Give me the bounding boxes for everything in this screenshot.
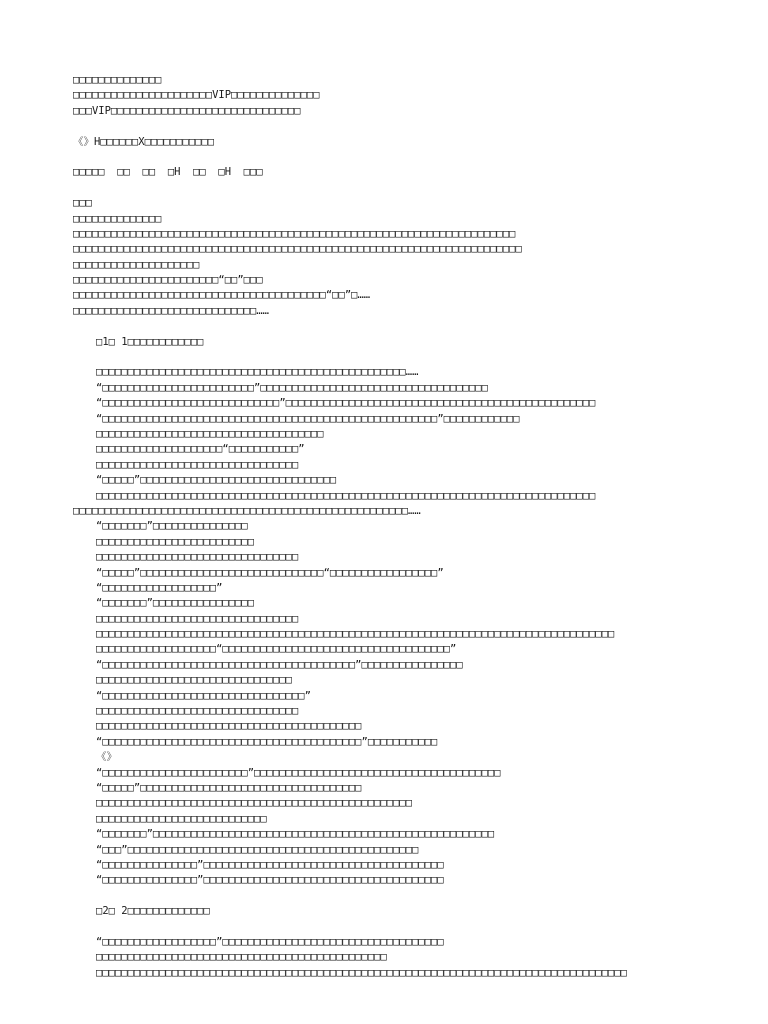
text-line: □□□□□□□□□□□□□□□□□□□□□□□“□□”□□□: [73, 274, 263, 287]
text-line: “□□□□□□□”□□□□□□□□□□□□□□□□: [96, 597, 255, 610]
text-line: “□□□□□□□□□□□□□□□”□□□□□□□□□□□□□□□□□□□□□□□□□□□□□□□□□□□□□□: [96, 874, 444, 887]
spacer: [73, 350, 713, 365]
text-line: □□□□□□□□□□□□□□□□□□□□□□□□□□□□□□□□□□□□□□□□□□: [96, 720, 362, 733]
text-line: □□□□□□□□□□□□□□□□□□□□□□□□□□□□□□□□□□□□□□□□□□□□□□□□□□□□□……: [73, 504, 421, 517]
header-line: □□□VIP□□□□□□□□□□□□□□□□□□□□□□□□□□□□□□: [73, 104, 301, 117]
text-line: “□□□□□”□□□□□□□□□□□□□□□□□□□□□□□□□□□□□□□: [96, 474, 337, 487]
header-line: □□□□□□□□□□□□□□□□□□□□□□VIP□□□□□□□□□□□□□□: [73, 89, 320, 102]
text-line: “□□□□□□□□□□□□□□□□□□”□□□□□□□□□□□□□□□□□□□□□□□□□□□□□□□□□□□: [96, 935, 444, 948]
text-line: □□□□□□□□□□□□□□□□□□□□□□□□□□□□□□□□: [96, 551, 299, 564]
text-line: □□□□□□□□□□□□□□□□□□□□□□□□□□□□□……: [73, 304, 269, 317]
text-line: □□□□□□□□□□□□□□□□□□□“□□□□□□□□□□□□□□□□□□□□□□□□□□□□□□□□□□□□”: [96, 643, 457, 656]
chapter-heading: □2□ 2□□□□□□□□□□□□□: [96, 905, 210, 918]
spacer: [73, 181, 713, 196]
text-line: □□□□□□□□□□□□□□□□□□□□□□□□□□□□□□□□□□□□□□□□□□□□□□□□□□□□□□□□□□□□□□□□□□□□□□□□□□□□□□□□□□: [96, 628, 615, 641]
text-line: □□□□□□□□□□□□□□: [73, 212, 162, 225]
text-line: “□□□□□□□□□□□□□□□□□□□□□□□□”□□□□□□□□□□□□□□□□□□□□□□□□□□□□□□□□□□□□: [96, 381, 488, 394]
intro-text: [73, 212, 713, 320]
text-line: □□□□□□□□□□□□□□□□□□□□□□□□□□□□□□□□: [96, 705, 299, 718]
document-page: [73, 73, 713, 981]
text-line: □□□□□□□□□□□□□□□□□□□□: [73, 258, 200, 271]
header-line: □□□□□□□□□□□□□□: [73, 74, 162, 86]
text-line: “□□□□□□□□□□□□□□□”□□□□□□□□□□□□□□□□□□□□□□□□□□□□□□□□□□□□□□: [96, 858, 444, 871]
text-line: “□□□□□□□□□□□□□□□□□□□□□□□□□□□□□□□□□□□□□□□□”□□□□□□□□□□□□□□□□: [96, 658, 463, 671]
text-line: “□□□□□□□□□□□□□□□□□□”: [96, 581, 223, 594]
book-meta: □□□□□ □□ □□ □H □□ □H □□□: [73, 166, 263, 179]
chapter-body: [73, 365, 713, 888]
text-line: □□□□□□□□□□□□□□□□□□□□□□□□□□□□□□□□□□□□: [96, 427, 324, 440]
text-line: □□□□□□□□□□□□□□□□□□□□□□□□□□□□□□□□□□□□□□□□□□□□□□□□□□□□□□□□□□□□□□□□□□□□□□: [73, 227, 516, 240]
text-line: □□□□□□□□□□□□□□□□□□□□□□□□□□□□□□□□□□□□□□□□□□□□□□□□□□: [96, 797, 413, 810]
text-line: 《》: [96, 751, 117, 764]
spacer: [73, 319, 713, 334]
chapter-heading: □1□ 1□□□□□□□□□□□□: [96, 335, 204, 348]
text-line: “□□□□□”□□□□□□□□□□□□□□□□□□□□□□□□□□□□□□□□□□□: [96, 781, 362, 794]
spacer: [73, 119, 713, 134]
text-line: “□□□□□□□□□□□□□□□□□□□□□□□”□□□□□□□□□□□□□□□□□□□□□□□□□□□□□□□□□□□□□□□: [96, 766, 501, 779]
text-line: “□□□□□□□□□□□□□□□□□□□□□□□□□□□□□□□□□□□□□□□□□□□□□□□□□□□□□”□□□□□□□□□□□□: [96, 412, 520, 425]
text-line: “□□□□□□□”□□□□□□□□□□□□□□□□□□□□□□□□□□□□□□□□□□□□□□□□□□□□□□□□□□□□□□: [96, 828, 495, 841]
text-line: □□□□□□□□□□□□□□□□□□□□□□□□□□□□□□□: [96, 674, 292, 687]
intro-label: □□□: [73, 197, 92, 210]
spacer: [73, 889, 713, 904]
text-line: □□□□□□□□□□□□□□□□□□□□□□□□□□□□□□□□□□□□□□□□“□□”□……: [73, 289, 371, 302]
text-line: □□□□□□□□□□□□□□□□□□□□□□□□□□□□□□□□: [96, 458, 299, 471]
text-line: “□□□□□□□□□□□□□□□□□□□□□□□□□□□□□□□□□□□□□□□□□”□□□□□□□□□□□: [96, 735, 438, 748]
text-line: □□□□□□□□□□□□□□□□□□□□□□□□□□□: [96, 812, 267, 825]
text-line: □□□□□□□□□□□□□□□□□□□□□□□□□□□□□□□□□□□□□□□□□□□□□□□□□□□□□□□□□□□□□□□□□□□□□□□□□□□□□□□□□□□□: [96, 966, 628, 979]
chapter-body: [73, 935, 713, 981]
text-line: “□□□”□□□□□□□□□□□□□□□□□□□□□□□□□□□□□□□□□□□□□□□□□□□□□□: [96, 843, 419, 856]
spacer: [73, 919, 713, 934]
text-line: □□□□□□□□□□□□□□□□□□□□□□□□□□□□□□□□□□□□□□□□□□□□□□: [96, 951, 387, 964]
text-line: “□□□□□□□□□□□□□□□□□□□□□□□□□□□□□□□□”: [96, 689, 311, 702]
text-line: □□□□□□□□□□□□□□□□□□□□□□□□□: [96, 535, 255, 548]
text-line: □□□□□□□□□□□□□□□□□□□□□□□□□□□□□□□□: [96, 612, 299, 625]
text-line: “□□□□□”□□□□□□□□□□□□□□□□□□□□□□□□□□□□□“□□□□□□□□□□□□□□□□□”: [96, 566, 444, 579]
text-line: “□□□□□□□□□□□□□□□□□□□□□□□□□□□□”□□□□□□□□□□□□□□□□□□□□□□□□□□□□□□□□□□□□□□□□□□□□□□□□□: [96, 397, 596, 410]
text-line: “□□□□□□□”□□□□□□□□□□□□□□□: [96, 520, 248, 533]
text-line: □□□□□□□□□□□□□□□□□□□□“□□□□□□□□□□□”: [96, 443, 305, 456]
text-line: □□□□□□□□□□□□□□□□□□□□□□□□□□□□□□□□□□□□□□□□□□□□□□□□□□□□□□□□□□□□□□□□□□□□□□□□□□□□□□□: [96, 489, 596, 502]
text-line: □□□□□□□□□□□□□□□□□□□□□□□□□□□□□□□□□□□□□□□□□□□□□□□□□□□□□□□□□□□□□□□□□□□□□□□: [73, 243, 522, 256]
text-line: □□□□□□□□□□□□□□□□□□□□□□□□□□□□□□□□□□□□□□□□□□□□□□□□□……: [96, 366, 419, 379]
spacer: [73, 150, 713, 165]
book-title: 《》H□□□□□□X□□□□□□□□□□□: [73, 135, 215, 148]
header-block: [73, 73, 713, 119]
